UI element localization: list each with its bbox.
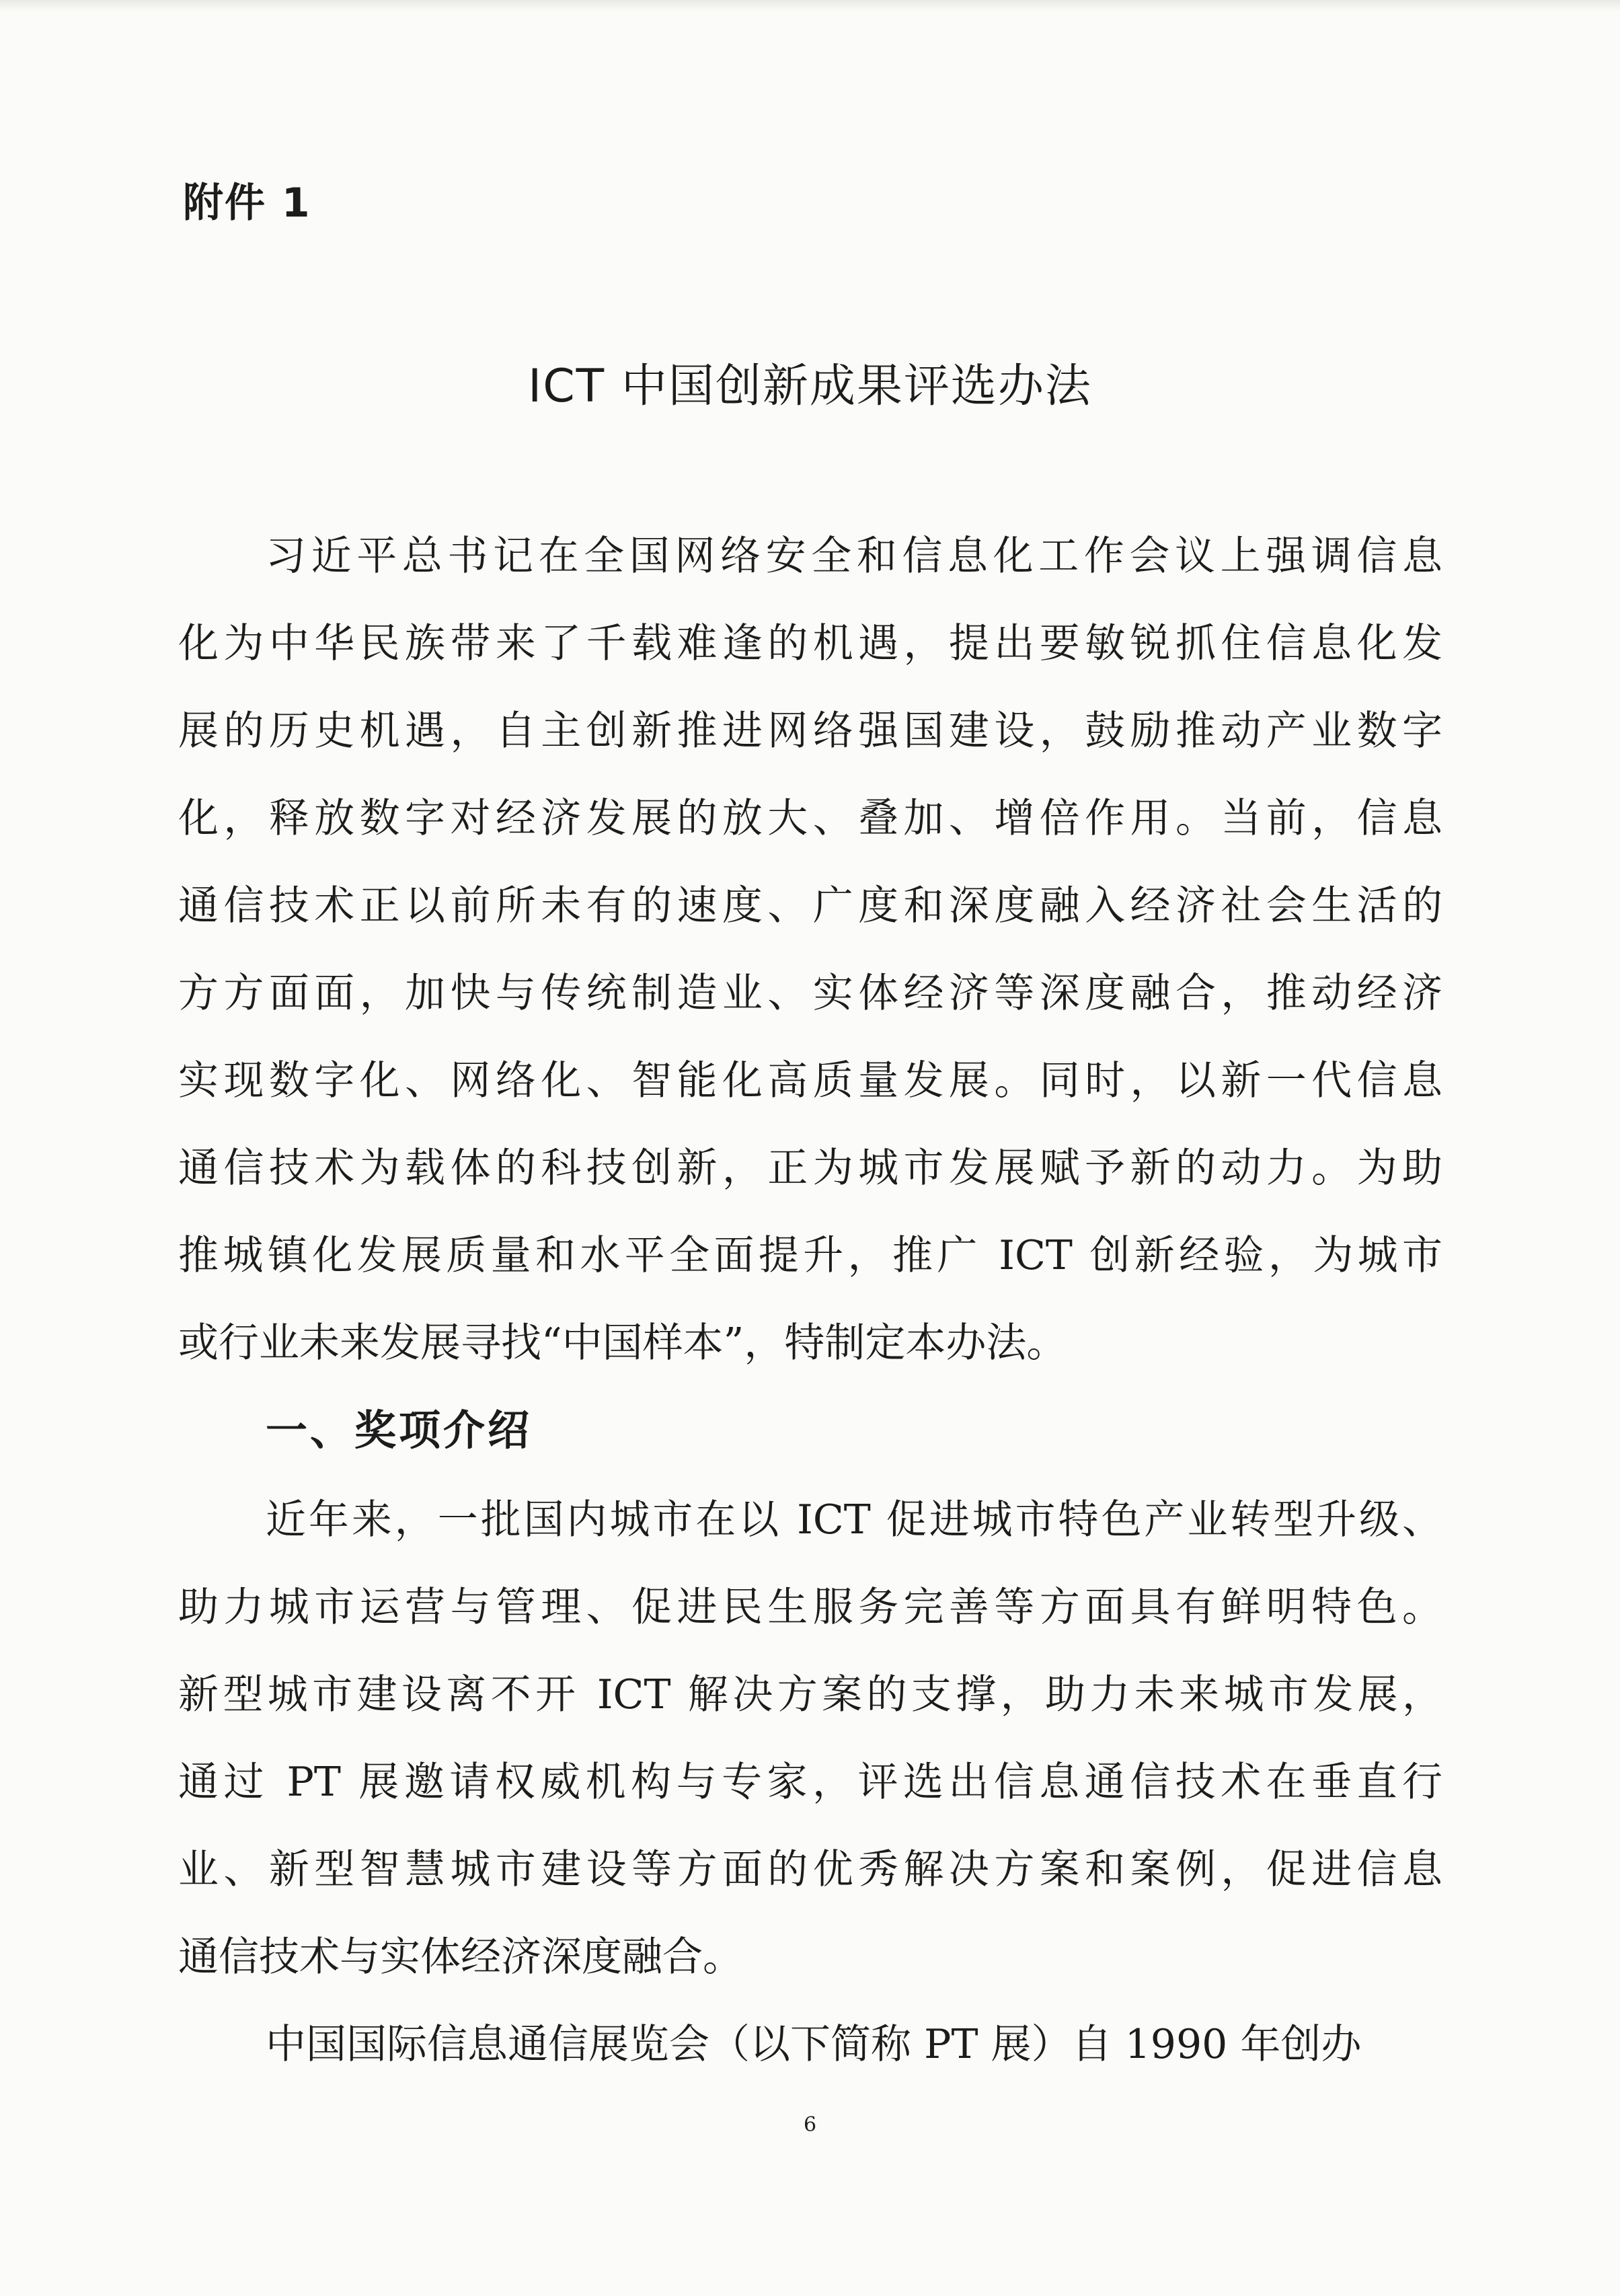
section1-line: 业、新型智慧城市建设等方面的优秀解决方案和案例，促进信息 [178,1846,1442,1893]
intro-line: 化，释放数字对经济发展的放大、叠加、增倍作用。当前，信息 [178,795,1442,842]
intro-line: 或行业未来发展寻找“中国样本”，特制定本办法。 [178,1319,1067,1367]
section1-line: 新型城市建设离不开 ICT 解决方案的支撑，助力未来城市发展， [178,1671,1442,1718]
section1-line: 通过 PT 展邀请权威机构与专家，评选出信息通信技术在垂直行 [178,1759,1442,1806]
section1-line: 近年来，一批国内城市在以 ICT 促进城市特色产业转型升级、 [266,1496,1442,1543]
attachment-label: 附件 1 [183,180,311,227]
intro-line: 化为中华民族带来了千载难逢的机遇，提出要敏锐抓住信息化发 [178,620,1442,667]
section1-line: 助力城市运营与管理、促进民生服务完善等方面具有鲜明特色。 [178,1584,1442,1631]
section1-line: 通信技术与实体经济深度融合。 [178,1934,743,1981]
intro-line: 实现数字化、网络化、智能化高质量发展。同时，以新一代信息 [178,1057,1442,1104]
intro-line: 通信技术为载体的科技创新，正为城市发展赋予新的动力。为助 [178,1145,1442,1192]
intro-line: 推城镇化发展质量和水平全面提升，推广 ICT 创新经验，为城市 [178,1232,1442,1279]
intro-line: 通信技术正以前所未有的速度、广度和深度融入经济社会生活的 [178,882,1442,929]
intro-line: 方方面面，加快与传统制造业、实体经济等深度融合，推动经济 [178,970,1442,1017]
page-number: 6 [803,2113,817,2137]
section1-para2-line: 中国国际信息通信展览会（以下简称 PT 展）自 1990 年创办 [266,2021,1362,2068]
intro-line: 展的历史机遇，自主创新推进网络强国建设，鼓励推动产业数字 [178,707,1442,755]
section-heading-awards: 一、奖项介绍 [266,1406,533,1455]
document-title: ICT 中国创新成果评选办法 [528,360,1092,413]
scan-edge-shadow [0,0,1620,12]
intro-line: 习近平总书记在全国网络安全和信息化工作会议上强调信息 [266,533,1442,580]
